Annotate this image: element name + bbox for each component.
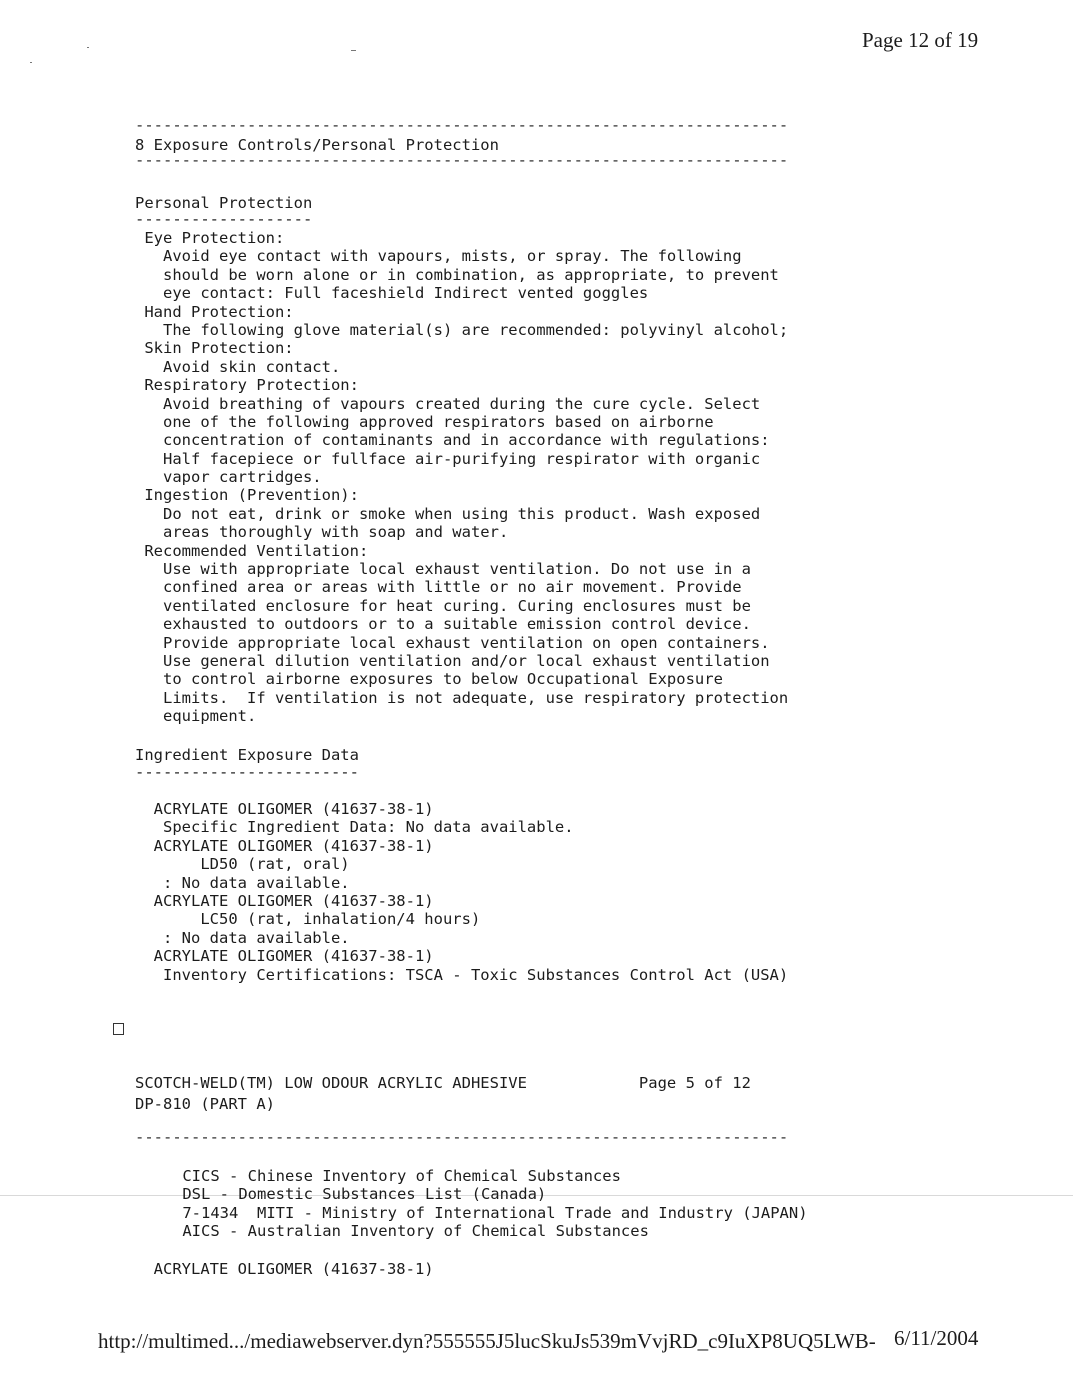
exposure-line: Inventory Certifications: TSCA - Toxic Substances Control Act (USA) xyxy=(135,965,789,984)
protection-line: ventilated enclosure for heat curing. Curing enclosures must be xyxy=(135,596,751,615)
protection-line: Use general dilution ventilation and/or local exhaust ventilation xyxy=(135,651,770,670)
protection-line: The following glove material(s) are recommended: polyvinyl alcohol; xyxy=(135,320,789,339)
page-number-header: Page 12 of 19 xyxy=(862,28,979,52)
ingredient-exposure-underline: ------------------------ xyxy=(135,763,359,781)
protection-line: Hand Protection: xyxy=(135,302,294,321)
footer-url: http://multimed.../mediawebserver.dyn?555555J5lucSkuJs539mVvjRD_c9IuXP8UQ5LWB- xyxy=(98,1329,876,1353)
protection-line: Use with appropriate local exhaust ventilation. Do not use in a xyxy=(135,560,751,579)
protection-line: Avoid skin contact. xyxy=(135,357,341,376)
protection-line: equipment. xyxy=(135,707,257,726)
protection-line: exhausted to outdoors or to a suitable emission control device. xyxy=(135,615,751,634)
inventory-list xyxy=(145,1167,808,1241)
product-name-line: SCOTCH-WELD(TM) LOW ODOUR ACRYLIC ADHESIVE Page 5 of 12 xyxy=(135,1074,751,1092)
product-code-line: DP-810 (PART A) xyxy=(135,1095,275,1113)
inventory-line: AICS - Australian Inventory of Chemical Substances xyxy=(145,1222,649,1241)
protection-line: concentration of contaminants and in accordance with regulations: xyxy=(135,431,770,450)
scan-speck xyxy=(87,47,89,48)
protection-line: areas thoroughly with soap and water. xyxy=(135,523,509,542)
personal-protection-text xyxy=(135,229,788,726)
exposure-line: LD50 (rat, oral) xyxy=(135,855,350,874)
protection-line: should be worn alone or in combination, as appropriate, to prevent xyxy=(135,265,779,284)
protection-line: Provide appropriate local exhaust ventilation on open containers. xyxy=(135,633,770,652)
section-rule-bottom: ---------------------------------------------------------------------- xyxy=(135,151,789,169)
scan-speck xyxy=(351,50,356,51)
exposure-line: ACRYLATE OLIGOMER (41637-38-1) xyxy=(135,836,434,855)
inventory-trailing-ingredient: ACRYLATE OLIGOMER (41637-38-1) xyxy=(135,1260,434,1278)
exposure-line: : No data available. xyxy=(135,873,350,892)
protection-line: Avoid eye contact with vapours, mists, or spray. The following xyxy=(135,247,742,266)
exposure-line: ACRYLATE OLIGOMER (41637-38-1) xyxy=(135,891,434,910)
checkbox-mark xyxy=(113,1023,124,1035)
protection-line: Recommended Ventilation: xyxy=(135,541,369,560)
protection-line: Do not eat, drink or smoke when using this product. Wash exposed xyxy=(135,504,761,523)
inventory-line: DSL - Domestic Substances List (Canada) xyxy=(145,1185,547,1204)
protection-line: to control airborne exposures to below Occupational Exposure xyxy=(135,670,723,689)
ingredient-exposure-text xyxy=(135,800,788,984)
exposure-line: ACRYLATE OLIGOMER (41637-38-1) xyxy=(135,800,434,818)
protection-line: Eye Protection: xyxy=(135,229,285,247)
footer-date: 6/11/2004 xyxy=(894,1326,979,1350)
exposure-line: : No data available. xyxy=(135,928,350,947)
personal-protection-heading: Personal Protection xyxy=(135,194,313,212)
protection-line: one of the following approved respirators based on airborne xyxy=(135,412,714,431)
protection-line: confined area or areas with little or no air movement. Provide xyxy=(135,578,742,597)
protection-line: Limits. If ventilation is not adequate, use respiratory protection xyxy=(135,688,789,707)
ingredient-exposure-heading: Ingredient Exposure Data xyxy=(135,746,359,764)
exposure-line: LC50 (rat, inhalation/4 hours) xyxy=(135,910,481,929)
protection-line: Respiratory Protection: xyxy=(135,376,359,395)
protection-line: Ingestion (Prevention): xyxy=(135,486,359,505)
personal-protection-underline: ------------------- xyxy=(135,210,313,228)
protection-line: Half facepiece or fullface air-purifying respirator with organic xyxy=(135,449,761,468)
inventory-line: 7-1434 MITI - Ministry of International Trade and Industry (JAPAN) xyxy=(145,1203,808,1222)
protection-line: vapor cartridges. xyxy=(135,468,322,487)
scan-speck xyxy=(30,62,32,63)
section-title: 8 Exposure Controls/Personal Protection xyxy=(135,136,499,154)
protection-line: Avoid breathing of vapours created during the cure cycle. Select xyxy=(135,394,761,413)
protection-line: eye contact: Full faceshield Indirect vented goggles xyxy=(135,284,649,303)
section-rule-top: ---------------------------------------------------------------------- xyxy=(135,116,789,134)
protection-line: Skin Protection: xyxy=(135,339,294,358)
exposure-line: ACRYLATE OLIGOMER (41637-38-1) xyxy=(135,947,434,966)
inventory-line: CICS - Chinese Inventory of Chemical Substances xyxy=(145,1167,621,1185)
exposure-line: Specific Ingredient Data: No data available. xyxy=(135,818,574,837)
product-rule: ---------------------------------------------------------------------- xyxy=(135,1128,789,1146)
